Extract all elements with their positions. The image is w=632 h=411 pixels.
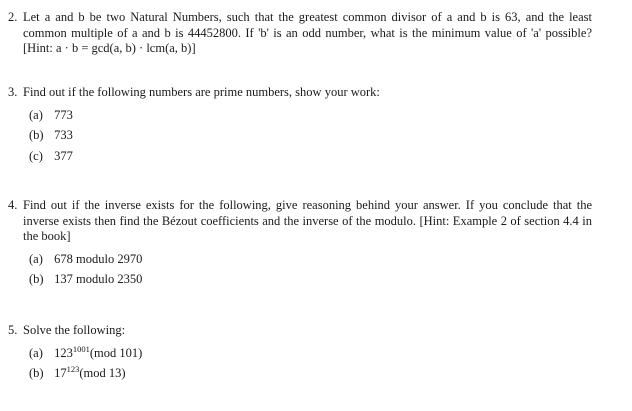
modulus: (mod 101)	[89, 345, 143, 360]
problem-number: 4.	[8, 198, 18, 212]
power-base: 123	[54, 345, 73, 360]
sub-question-list	[29, 105, 592, 167]
sub-question-list	[29, 343, 592, 384]
problem-text: Let a and b be two Natural Numbers, such that the greatest common divisor of a and b is 63, and the least common multiple of a and b is 44452800. If 'b' is an odd number, what is the minimum value of 'a' possible? [Hint: a · b = gcd(a, b) · lcm(a, b)]	[23, 10, 592, 55]
sub-question-list	[29, 249, 592, 290]
problem-number: 3.	[8, 85, 18, 99]
modulus: (mod 13)	[79, 366, 126, 380]
problem-3	[8, 85, 592, 166]
sub-question	[29, 269, 592, 290]
problem-number: 2.	[8, 10, 18, 24]
sub-question-value: 377	[54, 148, 73, 163]
problem-5	[8, 323, 592, 384]
sub-question	[29, 146, 592, 167]
problem-4	[8, 198, 592, 290]
sub-question-label: (b)	[29, 272, 44, 286]
sub-question	[29, 125, 592, 146]
sub-question-value: 137 modulo 2350	[54, 272, 143, 286]
sub-question-label: (b)	[29, 128, 44, 142]
sub-question-label: (a)	[29, 345, 43, 360]
problem-number: 5.	[8, 323, 18, 337]
problem-2	[8, 10, 592, 57]
problem-text: Solve the following:	[23, 323, 126, 337]
sub-question-label: (c)	[29, 148, 43, 163]
sub-question-label: (a)	[29, 251, 43, 266]
sub-question	[29, 343, 592, 364]
power-exponent: 123	[66, 364, 80, 374]
problem-text: Find out if the following numbers are prime numbers, show your work:	[23, 85, 380, 99]
sub-question-value: 733	[54, 128, 73, 142]
power-exponent: 1001	[72, 343, 90, 354]
sub-question	[29, 363, 592, 384]
problem-text: Find out if the inverse exists for the following, give reasoning behind your answer. If you conclude that the inverse exists then find the Bézout coefficients and the inverse of the modulo. [Hint: Example 2 of section 4.4 in the book]	[23, 198, 592, 243]
sub-question-value: 678 modulo 2970	[54, 251, 143, 266]
sub-question-label: (b)	[29, 366, 44, 380]
power-base: 17	[54, 366, 67, 380]
sub-question	[29, 249, 592, 270]
sub-question-label: (a)	[29, 107, 43, 122]
sub-question-value: 773	[54, 107, 73, 122]
sub-question	[29, 105, 592, 126]
